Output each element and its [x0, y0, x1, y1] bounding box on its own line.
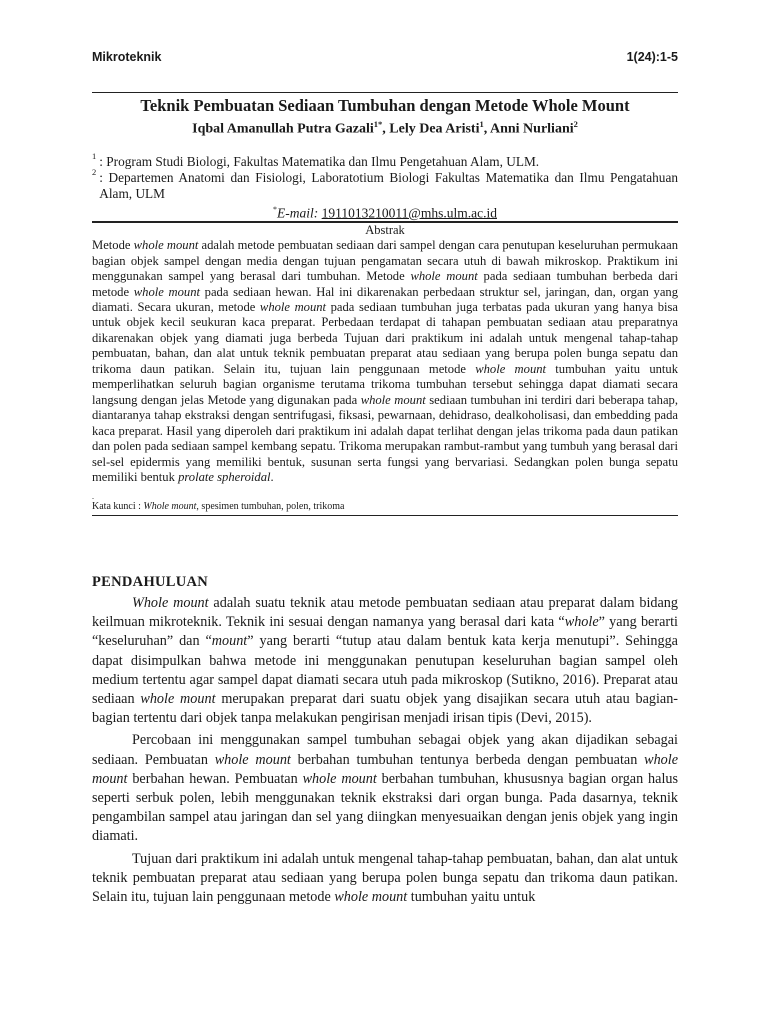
affiliation-1-text: : Program Studi Biologi, Fakultas Matematika dan Ilmu Pengetahuan Alam, ULM. [99, 153, 540, 169]
body-span: berbahan hewan. Pembuatan [127, 770, 303, 787]
affiliation-1 [92, 150, 678, 170]
paragraph-1 [92, 594, 678, 728]
running-head [92, 50, 678, 64]
affiliations [92, 150, 678, 223]
keywords-label: Kata kunci : [92, 501, 144, 513]
abstract-text: pada sediaan tumbuhan berbeda dari metode [92, 269, 678, 299]
affiliation-2-text: : Departemen Anatomi dan Fisiologi, Laboratotium Biologi Fakultas Matematika dan Ilmu Pengatahuan Alam, ULM [99, 169, 678, 201]
abstract-italic: whole mount [475, 361, 547, 376]
abstract-text: pada sediaan tumbuhan juga terbatas pada ukuran yang hanya bisa untuk objek kecil seukuran kaca preparat. Perbedaan terdapat di tahapan pembuatan sediaan atau preparatnya dikarenakan objek yang diamati juga berbeda Tujuan dari praktikum ini adalah untuk mengenal tahap-tahap pembuatan, bahan, dan alat untuk teknik pembuatan preparat atau sediaan yang berupa polen bunga sepatu dan trikoma daun patikan. Selain itu, tujuan lain penggunaan metode [92, 299, 679, 376]
affiliation-2-number: 2 [92, 166, 97, 177]
email-address[interactable]: 1911013210011@mhs.ulm.ac.id [321, 205, 497, 221]
body-span: Percobaan ini menggunakan sampel tumbuhan sebagai objek yang akan dijadikan sebagai sediaan. Pembuatan [92, 732, 678, 768]
body-span: berbahan tumbuhan, khususnya bagian organ halus seperti serbuk polen, lebih menggunakan teknik ekstraksi dari organ bunga. Pada dasarnya, teknik pengambilan sampel atau jaringan dan sel yang diingkan menyesuaikan dengan jenis objek yang ingin diamati. [92, 770, 679, 845]
abstract-body [92, 238, 678, 485]
body-span: ” yang berarti “keseluruhan” dan “ [92, 614, 678, 650]
title-block [92, 92, 678, 516]
abstract-italic: prolate spheroidal [178, 469, 271, 484]
abstract-text: adalah metode pembuatan sediaan dari sampel dengan cara penutupan keseluruhan permukaan bagian objek sampel dengan media dengan tujuan pengamatan secara utuh di bawah mikroskop. Praktikum ini menggunakan sampel yang berasal dari tumbuhan. Metode [92, 238, 678, 284]
abstract-heading: Abstrak [92, 222, 678, 238]
author-2-marker: 1 [479, 119, 484, 129]
keyword-italic: Whole mount [143, 501, 197, 513]
body-italic: mount [211, 633, 248, 650]
abstract-text: sediaan tumbuhan ini terdiri dari beberapa tahap, diantaranya tahap ekstraksi dengan sentrifugasi, fiksasi, pewarnaan, dehidraso, dealkoholisasi, dan embedding pada kaca preparat. Hasil yang diperoleh dari praktikum ini adalah dapat terlihat dengan jelas trikoma pada daun patikan dan polen pada sediaan sampel kembang sepatu. Trikoma merupakan rambut-rambut yang tumbuh yang berasal dari sel-sel epidermis yang memiliki bentuk, susunan serta fungsi yang bervariasi. Sedangkan polen bunga sepatu memiliki bentuk [92, 392, 678, 484]
body-span: ” yang berarti “tutup atau dalam bentuk kata kerja menutupi”. Sehingga dapat disimpulkan bahwa metode ini menggunakan penutupan keseluruhan bagian sampel oleh medium tertentu agar sampel dapat diamati secara utuh pada mikroskop (Sutikno, 2016). Preparat atau sediaan [92, 633, 678, 708]
abstract-text: . [270, 469, 274, 484]
body-span: berbahan tumbuhan tentunya berbeda dengan pembuatan [290, 751, 645, 768]
abstract-text: tumbuhan yaitu untuk memperlihatkan seluruh bagian organisme terutama trikoma tumbuhan tersebut sehingga dapat diamati secara langsung dengan jelas Metode yang digunakan pada [92, 361, 679, 407]
volume-pages: 1(24):1-5 [626, 50, 678, 64]
email-label: E-mail: [277, 205, 319, 221]
keywords-dot: . [92, 492, 94, 502]
body-italic: whole mount [214, 751, 291, 768]
email-line [92, 202, 678, 222]
keywords-rest: , spesimen tumbuhan, polen, trikoma [196, 501, 345, 513]
author-line: Iqbal Amanullah Putra Gazali$^{1*}$, Lely Dea Aristi$^1$, Anni Nurliani$^2$ [192, 119, 578, 137]
body-italic: whole mount [92, 751, 678, 787]
abstract-italic: whole mount [133, 284, 200, 299]
abstract-text: Metode [92, 238, 134, 253]
abstract-italic: whole mount [410, 269, 478, 284]
paper-title: Teknik Pembuatan Sediaan Tumbuhan dengan Metode Whole Mount [140, 96, 630, 115]
author-1: Iqbal Amanullah Putra Gazali [192, 121, 374, 137]
affiliation-1-number: 1 [92, 150, 97, 161]
keywords [92, 493, 678, 516]
body-italic: whole mount [140, 691, 216, 708]
body-span: tumbuhan yaitu untuk [407, 889, 536, 906]
body-italic: whole mount [302, 770, 377, 787]
abstract-italic: whole mount [133, 238, 199, 253]
section-heading: PENDAHULUAN [92, 574, 209, 590]
author-3-marker: 2 [573, 119, 578, 129]
body-italic: whole [564, 614, 599, 631]
body-italic: whole mount [334, 889, 408, 906]
affiliation-2 [92, 166, 678, 202]
journal-name: Mikroteknik [92, 50, 162, 64]
paragraph-3 [92, 850, 678, 908]
abstract-italic: whole mount [360, 392, 426, 407]
body-italic: Whole mount [132, 595, 209, 611]
author-1-marker: 1* [373, 119, 383, 129]
author-3: Anni Nurliani [489, 121, 574, 137]
body-span: merupakan preparat dari suatu objek yang disajikan secara utuh atau bagian-bagian tertentu dari objek tanpa melakukan pengirisan menjadi irisan tipis (Devi, 2015). [92, 691, 679, 727]
author-2: Lely Dea Aristi [389, 121, 480, 137]
email-marker: * [273, 204, 278, 214]
body-span: adalah suatu teknik atau metode pembuatan sediaan atau preparat dalam bidang keilmuan mikroteknik. Teknik ini sesuai dengan namanya yang berasal dari kata “ [92, 595, 678, 631]
body-span: Tujuan dari praktikum ini adalah untuk mengenal tahap-tahap pembuatan, bahan, dan alat untuk teknik pembuatan preparat atau sediaan yang berupa polen bunga sepatu dan trikoma daun patikan. Selain itu, tujuan lain penggunaan metode [92, 850, 678, 906]
keywords-line [92, 501, 678, 513]
abstract-italic: whole mount [259, 299, 327, 314]
abstract-text: pada sediaan hewan. Hal ini dikarenakan perbedaan struktur sel, jaringan, dan, organ yang diamati. Secara ukuran, metode [92, 284, 679, 314]
body-text [92, 594, 678, 907]
paragraph-2 [92, 731, 678, 846]
